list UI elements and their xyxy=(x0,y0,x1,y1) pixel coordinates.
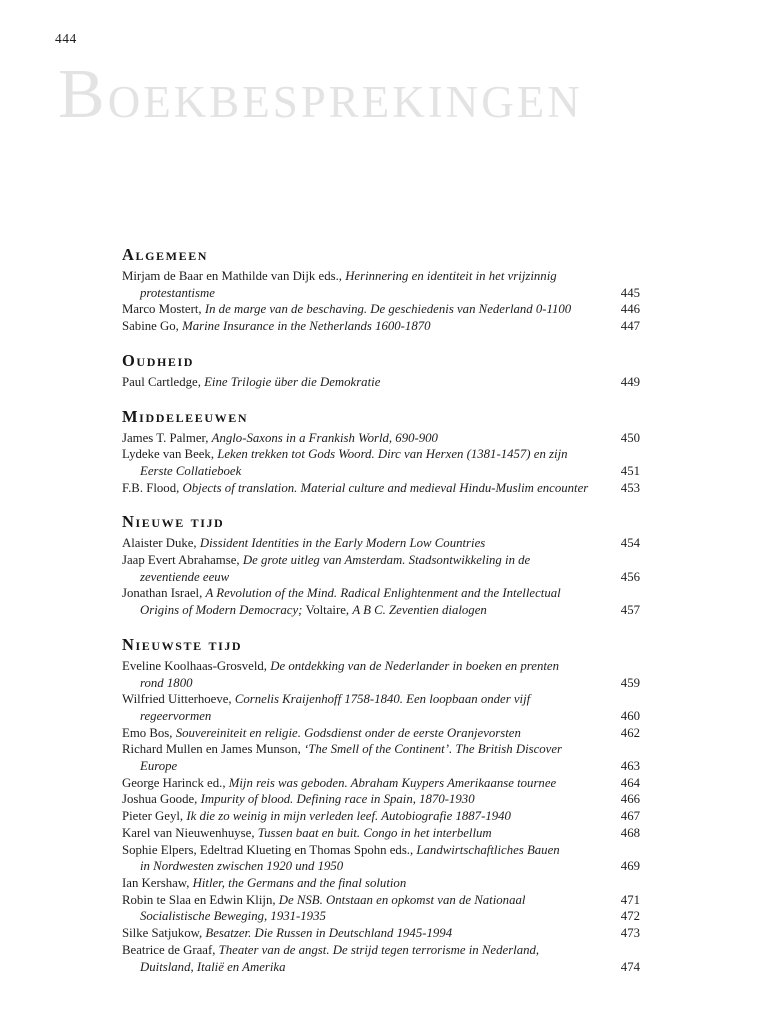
toc-entry-line xyxy=(122,741,640,758)
page-title xyxy=(58,56,583,133)
section-heading: Nieuwe tijd xyxy=(122,512,225,532)
entry-author-segment: Alaister Duke, xyxy=(122,536,200,551)
toc-section xyxy=(122,245,640,335)
entry-title-segment: De grote uitleg van Amsterdam. Stadsontwikkeling in de xyxy=(242,553,531,568)
section-heading: Middeleeuwen xyxy=(122,406,249,426)
entry-title-segment: Objects of translation. Material culture and medieval Hindu-Muslim encounter xyxy=(182,480,589,495)
entry-title-segment: Eerste Collatieboek xyxy=(140,463,242,478)
toc-entry-line xyxy=(122,374,640,391)
entry-text xyxy=(122,758,185,775)
entry-page-number: 464 xyxy=(620,775,640,790)
entry-text xyxy=(122,741,570,758)
entry-text xyxy=(122,675,201,692)
table-of-contents xyxy=(122,245,640,975)
entry-title-segment: De NSB. Ontstaan en opkomst van de Nationaal xyxy=(278,892,526,907)
entry-author-segment: Karel van Nieuwenhuyse, xyxy=(122,825,258,840)
toc-entry-line xyxy=(122,463,640,480)
entry-page-number: 449 xyxy=(620,374,640,389)
entry-page-number: 451 xyxy=(620,463,640,478)
entry-title-segment: Besatzer. Die Russen in Deutschland 1945-1994 xyxy=(205,926,453,941)
entry-title-segment: Tussen baat en buit. Congo in het interbellum xyxy=(257,825,492,840)
entry-title-segment: ‘The Smell of the Continent’. The British Discover xyxy=(303,742,563,757)
entry-text xyxy=(122,480,596,497)
entry-title-segment: in Nordwesten zwischen 1920 und 1950 xyxy=(140,859,344,874)
entry-text xyxy=(122,892,533,909)
toc-entry-line xyxy=(122,942,640,959)
entry-text xyxy=(122,691,538,708)
entry-title-segment: Hitler, the Germans and the final solution xyxy=(192,875,407,890)
toc-entry-line xyxy=(122,552,640,569)
entry-author-segment: Eveline Koolhaas-Grosveld, xyxy=(122,658,271,673)
entry-text xyxy=(122,725,529,742)
page-number: 444 xyxy=(55,31,77,46)
entry-text xyxy=(122,775,564,792)
entry-author-segment: Robin te Slaa en Edwin Klijn, xyxy=(122,892,279,907)
toc-entry-line xyxy=(122,691,640,708)
toc-entry-line xyxy=(122,268,640,285)
toc-entry-line xyxy=(122,318,640,335)
entry-page-number: 462 xyxy=(620,725,640,740)
toc-entry-line xyxy=(122,925,640,942)
entry-text xyxy=(122,908,334,925)
entry-text xyxy=(122,301,579,318)
entry-text xyxy=(122,842,568,859)
entry-page-number: 466 xyxy=(620,792,640,807)
entry-page-number: 473 xyxy=(620,926,640,941)
entry-page-number: 445 xyxy=(620,285,640,300)
entry-page-number: 469 xyxy=(620,859,640,874)
entry-title-segment: zeventiende eeuw xyxy=(140,569,230,584)
toc-entry-line xyxy=(122,675,640,692)
entry-text xyxy=(122,374,388,391)
toc-entry-line xyxy=(122,892,640,909)
toc-section xyxy=(122,351,640,391)
toc-entry-line xyxy=(122,908,640,925)
entry-title-segment: In de marge van de beschaving. De geschiedenis van Nederland 0-1100 xyxy=(204,302,572,317)
entry-title-segment: Leken trekken tot Gods Woord. Dirc van Herxen (1381-1457) en zijn xyxy=(217,447,568,462)
entry-page-number: 463 xyxy=(620,759,640,774)
entry-page-number: 453 xyxy=(620,480,640,495)
toc-entry-line xyxy=(122,808,640,825)
entry-author-segment: Silke Satjukow, xyxy=(122,926,206,941)
entry-title-segment: Eine Trilogie über die Demokratie xyxy=(204,374,381,389)
toc-entry-line xyxy=(122,758,640,775)
entry-text xyxy=(122,925,460,942)
entry-page-number: 456 xyxy=(620,569,640,584)
entry-title-segment: regeervormen xyxy=(140,708,212,723)
entry-page-number: 472 xyxy=(620,909,640,924)
toc-section xyxy=(122,407,640,497)
entry-page-number: 468 xyxy=(620,825,640,840)
entry-author-segment: Wilfried Uitterhoeve, xyxy=(122,692,235,707)
toc-entry-line xyxy=(122,585,640,602)
section-heading: Nieuwste tijd xyxy=(122,634,243,654)
entry-title-segment: Anglo-Saxons in a Frankish World, 690-900 xyxy=(211,430,438,445)
entry-text xyxy=(122,808,519,825)
entry-author-segment: Beatrice de Graaf, xyxy=(122,942,219,957)
entry-text xyxy=(122,463,249,480)
entry-text xyxy=(122,658,567,675)
toc-entry-line xyxy=(122,858,640,875)
toc-entry-line xyxy=(122,708,640,725)
entry-title-segment: Dissident Identities in the Early Modern Low Countries xyxy=(199,536,486,551)
entry-text xyxy=(122,602,495,619)
entry-author-segment: Pieter Geyl, xyxy=(122,809,187,824)
entry-title-segment: Marine Insurance in the Netherlands 1600-1870 xyxy=(182,319,431,334)
entry-text xyxy=(122,318,439,335)
toc-entry-line xyxy=(122,430,640,447)
entry-title-segment: De ontdekking van de Nederlander in boeken en prenten xyxy=(270,658,559,673)
entry-title-segment: Mijn reis was geboden. Abraham Kuypers Amerikaanse tournee xyxy=(228,775,557,790)
toc-entry-line xyxy=(122,875,640,892)
entry-text xyxy=(122,430,446,447)
entry-text xyxy=(122,858,351,875)
toc-entry-line xyxy=(122,301,640,318)
entry-text xyxy=(122,791,483,808)
entry-title-segment: protestantisme xyxy=(140,285,215,300)
toc-section xyxy=(122,635,640,975)
entry-title-segment: Herinnering en identiteit in het vrijzinnig xyxy=(345,269,557,283)
toc-section xyxy=(122,512,640,619)
entry-text xyxy=(122,535,493,552)
section-heading: Algemeen xyxy=(122,245,209,264)
entry-author-segment: Emo Bos, xyxy=(122,725,176,740)
toc-entry-line xyxy=(122,480,640,497)
toc-entry-line xyxy=(122,446,640,463)
entry-author-segment: Jaap Evert Abrahamse, xyxy=(122,553,243,568)
entry-title-segment: Theater van de angst. De strijd tegen terrorisme in Nederland, xyxy=(218,942,540,957)
entry-text xyxy=(122,959,293,976)
entry-page-number: 460 xyxy=(620,708,640,723)
entry-page-number: 450 xyxy=(620,430,640,445)
toc-entry-line xyxy=(122,725,640,742)
toc-entry-line xyxy=(122,658,640,675)
entry-author-segment: Lydeke van Beek, xyxy=(122,447,218,462)
entry-text xyxy=(122,569,237,586)
entry-text xyxy=(122,268,565,285)
entry-author-segment: Voltaire, xyxy=(305,603,353,618)
entry-page-number: 447 xyxy=(620,319,640,334)
entry-author-segment: Mirjam de Baar en Mathilde van Dijk eds., xyxy=(122,269,346,283)
entry-text xyxy=(122,585,569,602)
entry-author-segment: George Harinck ed., xyxy=(122,775,229,790)
entry-text xyxy=(122,446,576,463)
entry-page-number: 459 xyxy=(620,675,640,690)
entry-text xyxy=(122,875,414,892)
entry-title-segment: rond 1800 xyxy=(140,675,193,690)
entry-page-number: 457 xyxy=(620,603,640,618)
entry-title-segment: Souvereiniteit en religie. Godsdienst onder de eerste Oranjevorsten xyxy=(175,725,521,740)
page-title-initial: B xyxy=(58,56,108,133)
toc-entry-line xyxy=(122,791,640,808)
entry-title-segment: Origins of Modern Democracy; xyxy=(140,603,306,618)
entry-author-segment: Joshua Goode, xyxy=(122,792,201,807)
entry-page-number: 471 xyxy=(620,892,640,907)
entry-title-segment: Impurity of blood. Defining race in Spain, 1870-1930 xyxy=(200,792,475,807)
entry-title-segment: Socialistische Beweging, 1931-1935 xyxy=(140,909,326,924)
entry-text xyxy=(122,825,500,842)
entry-author-segment: Jonathan Israel, xyxy=(122,586,206,601)
toc-entry-line xyxy=(122,842,640,859)
toc-entry-line xyxy=(122,535,640,552)
entry-text xyxy=(122,285,223,302)
entry-text xyxy=(122,942,547,959)
entry-author-segment: Richard Mullen en James Munson, xyxy=(122,742,304,757)
entry-author-segment: F.B. Flood, xyxy=(122,480,183,495)
entry-author-segment: Marco Mostert, xyxy=(122,302,205,317)
toc-entry-line xyxy=(122,602,640,619)
entry-title-segment: Europe xyxy=(140,759,178,774)
entry-title-segment: A B C. Zeventien dialogen xyxy=(352,603,487,618)
entry-page-number: 446 xyxy=(620,302,640,317)
page-title-rest: OEKBESPREKINGEN xyxy=(107,77,583,127)
entry-text xyxy=(122,552,538,569)
entry-page-number: 474 xyxy=(620,959,640,974)
entry-title-segment: Duitsland, Italië en Amerika xyxy=(140,959,286,974)
toc-entry-line xyxy=(122,959,640,976)
entry-title-segment: Ik die zo weinig in mijn verleden leef. Autobiografie 1887-1940 xyxy=(186,809,511,824)
toc-entry-line xyxy=(122,825,640,842)
entry-page-number: 454 xyxy=(620,536,640,551)
entry-author-segment: Sabine Go, xyxy=(122,319,183,334)
toc-entry-line xyxy=(122,285,640,302)
entry-title-segment: Cornelis Kraijenhoff 1758-1840. Een loopbaan onder vijf xyxy=(234,692,531,707)
entry-author-segment: Sophie Elpers, Edeltrad Klueting en Thomas Spohn eds., xyxy=(122,842,417,857)
entry-title-segment: Landwirtschaftliches Bauen xyxy=(416,842,560,857)
entry-author-segment: Paul Cartledge, xyxy=(122,374,205,389)
entry-author-segment: Ian Kershaw, xyxy=(122,875,193,890)
toc-entry-line xyxy=(122,775,640,792)
toc-entry-line xyxy=(122,569,640,586)
section-heading: Oudheid xyxy=(122,350,195,370)
entry-page-number: 467 xyxy=(620,809,640,824)
entry-title-segment: A Revolution of the Mind. Radical Enlightenment and the Intellectual xyxy=(205,586,561,601)
entry-text xyxy=(122,708,219,725)
entry-author-segment: James T. Palmer, xyxy=(122,430,212,445)
